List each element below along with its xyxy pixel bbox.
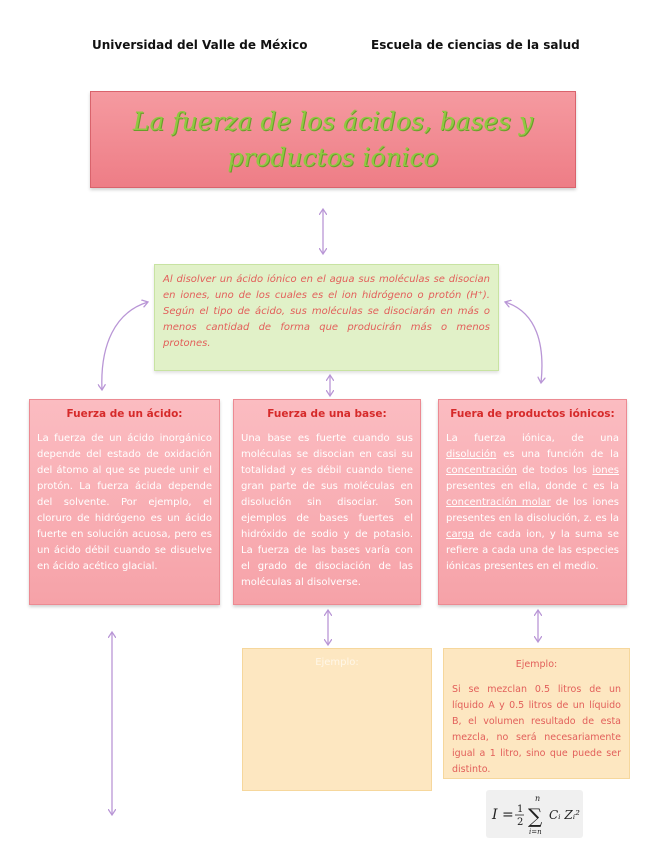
formula-lhs: I (492, 807, 498, 823)
formula-equals: = (502, 807, 514, 823)
arrow-intro-acid (102, 302, 148, 390)
intro-text: Al disolver un ácido iónico en el agua sus moléculas se disocian en iones, uno de los cuales es el ion hidrógeno o protón (H⁺). Según el tipo de ácido, sus moléculas se disociarán en más o menos cantidad de forma que producirán más o menos protones. (163, 274, 490, 349)
link-iones[interactable]: iones (592, 465, 619, 476)
link-concentracion[interactable]: concentración (446, 465, 517, 476)
formula-term: Cᵢ Zᵢ² (549, 808, 580, 822)
formula-sigma: ∑ (528, 804, 543, 828)
link-disolucion[interactable]: disolución (446, 449, 497, 460)
base-strength-text: Una base es fuerte cuando sus moléculas se disocian en casi su totalidad y es débil cuando tiene gran parte de sus moléculas en disolución sin disociar. Son ejemplos de bases fuertes el hidróxido de sodio y de potasio. La fuerza de las bases varía con el grado de disociación de las moléculas al disolverse. (241, 433, 413, 588)
formula-sum-lower: i=n (529, 828, 542, 836)
arrow-intro-ionic (505, 302, 542, 383)
university-name: Universidad del Valle de México (92, 38, 308, 52)
diagram-title: La fuerza de los ácidos, bases y productos iónico (132, 106, 534, 172)
base-strength-title: Fuerza de una base: (267, 408, 387, 420)
link-concentracion-molar[interactable]: concentración molar (446, 497, 551, 508)
acid-strength-text: La fuerza de un ácido inorgánico depende del estado de oxidación del átomo al que se puede unir el protón. La fuerza ácida depende del solvente. Por ejemplo, el cloruro de hidrógeno es un ácido fuerte en solución acuosa, pero es un ácido débil cuando se disuelve en ácido acético glacial. (37, 433, 212, 572)
example-left-title: Ejemplo: (315, 657, 359, 668)
link-carga[interactable]: carga (446, 529, 475, 540)
example-right-text: Si se mezclan 0.5 litros de un líquido A y 0.5 litros de un líquido B, el volumen resultado de esta mezcla, no será necesariamente igual a 1 litro, sino que puede ser distinto. (452, 684, 621, 775)
formula-denominator: 2 (517, 817, 524, 828)
formula-sum-upper: n (535, 794, 541, 803)
formula-numerator: 1 (517, 804, 524, 815)
acid-strength-title: Fuerza de un ácido: (66, 408, 183, 420)
school-name: Escuela de ciencias de la salud (371, 38, 580, 52)
ionic-products-text: La fuerza iónica, de una disolución es una función de la concentración de todos los iones presentes en ella, donde c es la concentración molar de los iones presentes en la disolución, z. es la carga de cada ion, y la suma se refiere a cada una de las especies iónicas presentes en el medio. (446, 433, 619, 572)
example-right-title: Ejemplo: (515, 659, 558, 670)
ionic-products-title: Fuera de productos iónicos: (450, 408, 615, 420)
